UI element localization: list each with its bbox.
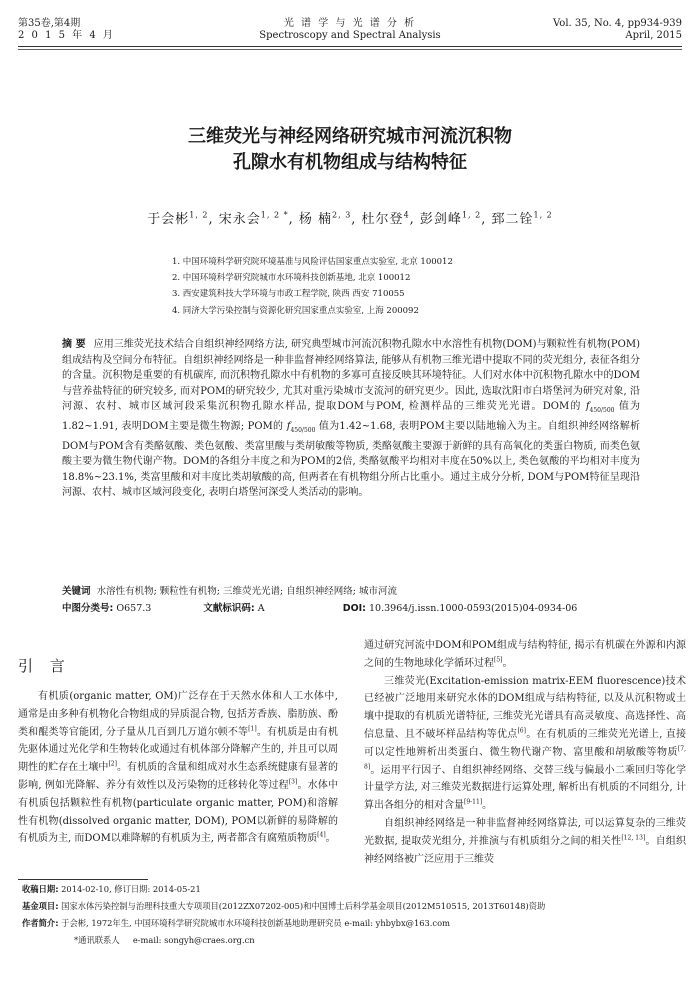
doi: 10.3964/j.issn.1000-0593(2015)04-0934-06	[369, 603, 578, 614]
journal-name-en: Spectroscopy and Spectral Analysis	[259, 30, 441, 41]
author: 郅二铨$^{1, 2}$	[491, 210, 553, 227]
affiliation: 1. 中国环境科学研究院环境基准与风险评估国家重点实验室, 北京 100012	[172, 257, 453, 267]
header-rule-thin	[18, 49, 682, 50]
journal-volume-line: 第35卷,第4期	[18, 18, 81, 29]
header-rule	[18, 46, 682, 47]
classification-line: 中图分类号: O657.3 文献标识码: A DOI: 10.3964/j.issn.1000-0593(2015)04-0934-06	[62, 603, 578, 614]
affiliation-list	[172, 254, 453, 319]
footnote-author-bio: 作者简介: 于会彬, 1972年生, 中国环境科学研究院城市水环境科技创新基地助理研究员 e-mail: yhbybx@163.com	[22, 918, 450, 928]
journal-month-line: April, 2015	[625, 30, 682, 41]
keywords-text: 水溶性有机物; 颗粒性有机物; 三维荧光光谱; 自组织神经网络; 城市河流	[96, 586, 397, 597]
paper-title-line2: 孔隙水有机物组成与结构特征	[233, 152, 467, 173]
body-right-column	[364, 637, 686, 868]
abstract-label: 摘 要	[62, 339, 86, 350]
footnote-rule	[18, 879, 148, 880]
keywords	[62, 584, 642, 600]
body-left-column	[18, 688, 338, 848]
journal-date-line: 2 0 1 5 年 4 月	[18, 30, 115, 41]
abstract: 摘 要 应用三维荧光技术结合自组织神经网络方法, 研究典型城市河流沉积物孔隙水中水溶性有机物(DOM)与颗粒性有机物(POM)组成结构及空间分布特征。自组织神经网络是一种非监督神经网络算法, 能够从有机物三维光谱中提取不同的荧光组分, 表征各组分的含量。沉积物是重要的有机碳库, 而沉积物孔隙水中有机物的多寡可直接反映其环境特征。人们对水体中沉积物孔隙水中的DOM与营养盐特征的研究较多, 而对POM的研究较少, 尤其对重污染城市支流河的研究更少。因此, 选取沈阳市白塔堡河为研究对象, 沿河源、农村、城市区域河段采集沉积物孔隙水样品, 提取DOM与POM, 检测样品的三维荧光光谱。DOM的 $f_{450/500}$ 值为1.82~1.91, 表明DOM主要是微生物源; POM的 $f_{450/500}$ 值为1.42~1.68, 表明POM主要以陆地输入为主。自组织神经网络解析DOM与POM含有类酪氨酸、类色氨酸、类富里酸与类胡敏酸等物质, 类酪氨酸主要源于新鲜的具有高氧化的类蛋白物质, 而类色氨酸主要为微生物代谢产物。DOM的各组分丰度之和为POM的2倍, 类酪氨酸平均相对丰度在50%以上, 类色氨酸的平均相对丰度为18.8%~23.1%, 类富里酸和对丰度比类胡敏酸的高, 但两者在有机物组分所占比重小。通过主成分分析, DOM与POM特征呈现沿河源、农村、城市区域河段变化, 表明白塔堡河深受人类活动的影响。	[62, 339, 640, 499]
author: 杜尔登$^4$	[361, 210, 410, 227]
body-paragraph: 自组织神经网络是一种非监督神经网络算法, 可以运算复杂的三维荧光数据, 提取荧光组分, 并推演与有机质组分之间的相关性[12, 13]。自组织神经网络被广泛应用于三维荧	[364, 817, 687, 865]
author: 宋永会$^{1, 2 *}$	[218, 210, 289, 227]
body-paragraph: 通过研究河流中DOM和POM组成与结构特征, 揭示有机碳在外源和内源之间的生物地球化学循环过程[5]。	[364, 640, 686, 669]
author: 彭剑峰$^{1, 2}$	[419, 210, 482, 227]
affiliation: 3. 西安建筑科技大学环境与市政工程学院, 陕西 西安 710055	[172, 289, 405, 300]
paper-title-line1: 三维荧光与神经网络研究城市河流沉积物	[188, 126, 512, 147]
footnotes	[22, 881, 692, 949]
footnote-received: 收稿日期: 2014-02-10, 修订日期: 2014-05-21	[22, 884, 201, 894]
body-paragraph: 有机质(organic matter, OM)广泛存在于天然水体和人工水体中, 通常是由多种有机物化合物组成的异质混合物, 包括芳香族、脂肪族、酚类和醌类等官能团, 分子量从几百到几万道尔顿不等[1]。有机质是由有机先驱体通过光化学和生物转化或通过有机体部分降解产生的, 并且可以周期性的贮存在土壤中[2]。有机质的含量和组成对水生态系统健康有显著的影响, 例如光降解、养分有效性以及污染物的迁移转化等过程[3]。水体中有机质包括颗粒性有机物(particulate organic matter, POM)和溶解性有机物(dissolved organic matter, DOM), POM以新鲜的易降解的有机质为主, 而DOM以难降解的有机质为主, 两者都含有腐殖质物质[4]。	[18, 691, 339, 845]
keywords-label: 关键词	[62, 586, 91, 597]
affiliation: 4. 同济大学污染控制与资源化研究国家重点实验室, 上海 200092	[172, 305, 419, 316]
author-list: 于会彬$^{1, 2}$, 宋永会$^{1, 2 *}$, 杨 楠$^{2, 3}$, 杜尔登$^4$, 彭剑峰$^{1, 2}$, 郅二铨$^{1, 2}$	[147, 210, 553, 227]
footnote-corresponding: *通讯联系人 e-mail: songyh@craes.org.cn	[74, 935, 255, 945]
footnote-funding: 基金项目: 国家水体污染控制与治理科技重大专项项目(2012ZX07202-005)和中国博士后科学基金项目(2012M510515, 2013T60148)资助	[22, 901, 546, 911]
affiliation: 2. 中国环境科学研究院城市水环境科技创新基地, 北京 100012	[172, 273, 411, 284]
body-paragraph: 三维荧光(Excitation-emission matrix-EEM fluorescence)技术已经被广泛地用来研究水体的DOM组成与结构特征, 以及从沉积物或土壤中提取的有机质光谱特征, 三维荧光光谱具有高灵敏度、高选择性、高信息量、且不破坏样品结构等优点[6]。在有机质的三维荧光光谱上, 直接可以定性地辨析出类蛋白、微生物代谢产物、富里酸和胡敏酸等物质[7, 8]。运用平行因子、自组织神经网络、交替三线与偏最小二乘回归等化学计量学方法, 对三维荧光数据进行运算处理, 解析出有机质的不同组分, 计算出各组分的相对含量[9-11]。	[364, 675, 687, 812]
author: 于会彬$^{1, 2}$	[147, 210, 209, 227]
journal-pages-info	[553, 18, 682, 42]
author: 杨 楠$^{2, 3}$	[298, 210, 352, 227]
journal-name-cn: 光 谱 学 与 光 谱 分 析	[283, 18, 417, 29]
section-heading-introduction: 引 言	[18, 657, 71, 675]
journal-pages-line: Vol. 35, No. 4, pp934-939	[553, 18, 682, 29]
